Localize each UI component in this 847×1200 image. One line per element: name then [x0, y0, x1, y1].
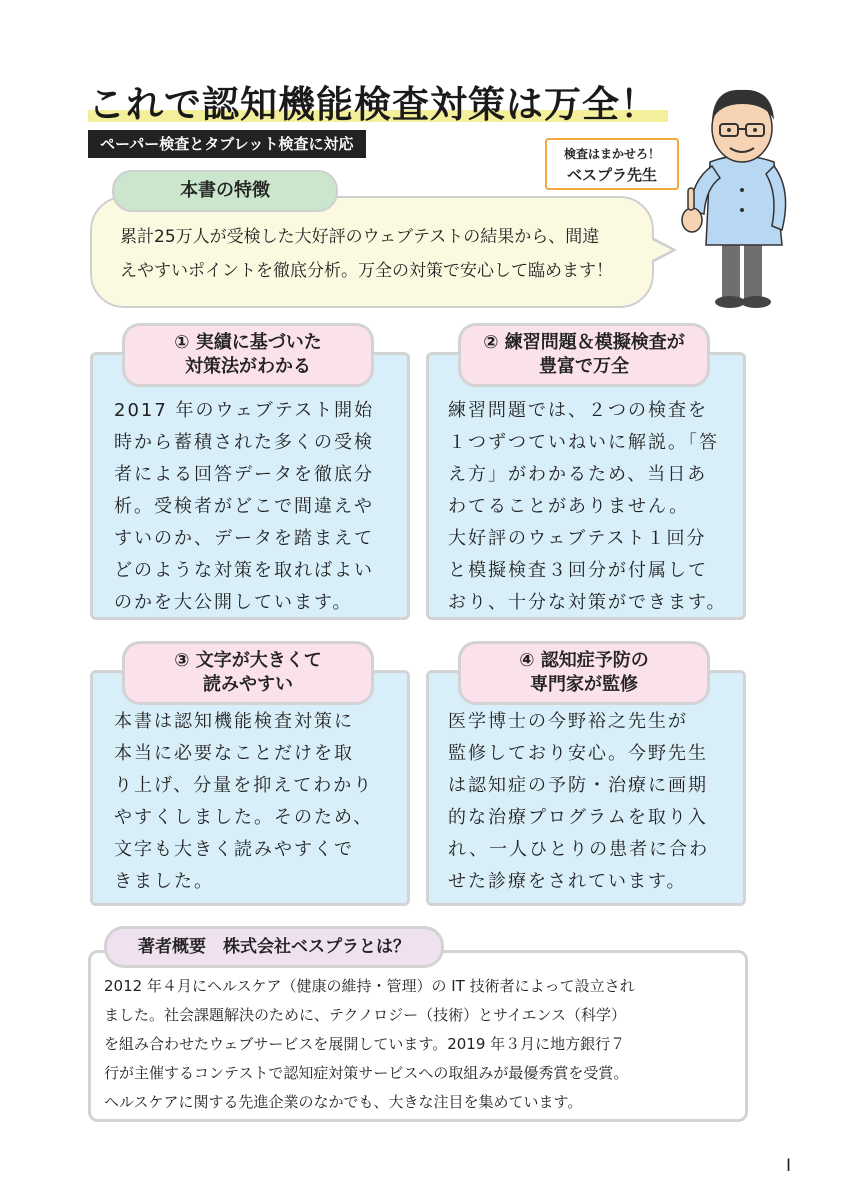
card-title-line: 読みやすい: [203, 674, 293, 695]
feature-card-3-title: [122, 641, 374, 705]
card-line: え方」がわかるため、当日あ: [448, 464, 708, 485]
character-label: [545, 138, 679, 190]
card-title-line: ③ 文字が大きくて: [174, 650, 322, 671]
card-title-line: 豊富で万全: [539, 356, 629, 377]
feature-card-4-title: [458, 641, 710, 705]
feature-card-2-body: [448, 395, 727, 619]
author-line: 行が主催するコンテストで認知症対策サービスへの取組みが最優秀賞を受賞。: [104, 1064, 629, 1082]
author-line: ヘルスケアに関する先進企業のなかでも、大きな注目を集めています。: [104, 1093, 583, 1111]
card-line: 医学博士の今野裕之先生が: [448, 711, 688, 732]
card-title-line: ① 実績に基づいた: [174, 332, 322, 353]
card-line: は認知症の予防・治療に画期: [448, 775, 708, 796]
card-line: １つずつていねいに解説。「答: [448, 432, 719, 453]
card-line: すいのか、データを踏まえて: [114, 528, 374, 549]
card-line: 析。受検者がどこで間違えや: [114, 496, 374, 517]
card-line: 者による回答データを徹底分: [114, 464, 374, 485]
card-line: 時から蓄積された多くの受検: [114, 432, 374, 453]
card-title-line: ④ 認知症予防の: [519, 650, 649, 671]
card-line: 本当に必要なことだけを取: [114, 743, 354, 764]
subtitle-banner: ペーパー検査とタブレット検査に対応: [88, 130, 366, 158]
author-line: ました。社会課題解決のために、テクノロジー（技術）とサイエンス（科学）: [104, 1006, 627, 1024]
card-line: れ、一人ひとりの患者に合わ: [448, 839, 710, 860]
character-catchphrase: 検査はまかせろ！: [563, 147, 660, 161]
card-line: 2017 年のウェブテスト開始: [114, 400, 375, 421]
author-line: 2012 年４月にヘルスケア（健康の維持・管理）の IT 技術者によって設立され: [104, 977, 635, 995]
author-heading: 著者概要 株式会社ベスプラとは？: [104, 926, 444, 968]
page-title: これで認知機能検査対策は万全！: [88, 83, 658, 126]
card-line: やすくしました。そのため、: [114, 807, 374, 828]
card-line: り上げ、分量を抑えてわかり: [114, 775, 374, 796]
card-title-line: ② 練習問題＆模擬検査が: [483, 332, 685, 353]
feature-card-2-title: [458, 323, 710, 387]
feature-card-1-body: [114, 395, 374, 619]
page-number: I: [786, 1156, 792, 1176]
features-line: 累計25万人が受検した大好評のウェブテストの結果から、間違: [120, 227, 600, 247]
bubble-tail: [644, 236, 672, 264]
card-line: わてることがありません。: [448, 496, 690, 517]
card-line: 監修しており安心。今野先生: [448, 743, 708, 764]
feature-card-4-body: [448, 706, 709, 898]
feature-card-1-title: [122, 323, 374, 387]
features-text: [120, 220, 640, 288]
features-line: えやすいポイントを徹底分析。万全の対策で安心して臨めます！: [120, 261, 613, 281]
card-line: きました。: [114, 871, 214, 892]
card-line: どのような対策を取ればよい: [114, 560, 374, 581]
teacher-illustration: [670, 70, 810, 310]
card-title-line: 専門家が監修: [530, 674, 638, 695]
card-line: 大好評のウェブテスト１回分: [448, 528, 707, 549]
author-text: [104, 972, 734, 1117]
author-line: を組み合わせたウェブサービスを展開しています。2019 年３月に地方銀行７: [104, 1035, 626, 1053]
features-heading: 本書の特徴: [112, 170, 338, 212]
character-name: ベスプラ先生: [566, 166, 657, 184]
feature-card-3-body: [114, 706, 373, 898]
card-line: と模擬検査３回分が付属して: [448, 560, 708, 581]
card-line: せた診療をされています。: [448, 871, 687, 892]
card-line: のかを大公開しています。: [114, 592, 353, 613]
card-line: おり、十分な対策ができます。: [448, 592, 727, 613]
card-line: 本書は認知機能検査対策に: [114, 711, 354, 732]
card-line: 文字も大きく読みやすくで: [114, 839, 354, 860]
card-title-line: 対策法がわかる: [185, 356, 311, 377]
card-line: 的な治療プログラムを取り入: [448, 807, 708, 828]
card-line: 練習問題では、２つの検査を: [448, 400, 708, 421]
